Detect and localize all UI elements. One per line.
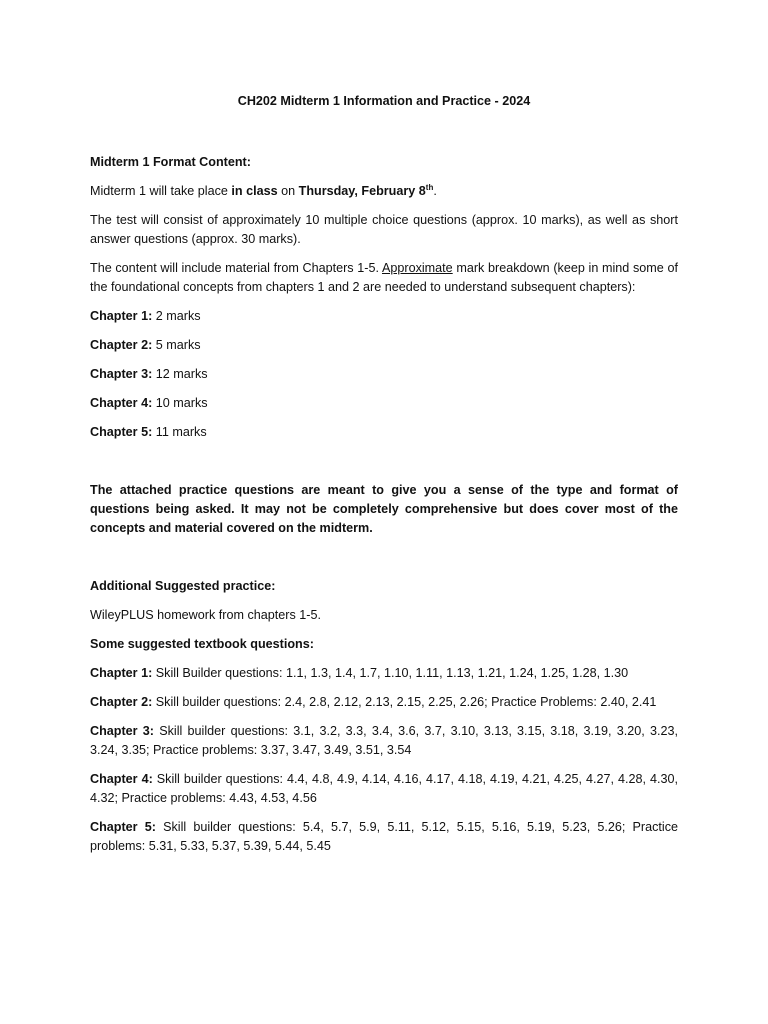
- spacer: [90, 452, 678, 481]
- test-description: The test will consist of approximately 10 multiple choice questions (approx. 10 marks), as well as short answer questions (approx. 30 marks).: [90, 213, 678, 246]
- wileyplus-line: WileyPLUS homework from chapters 1-5.: [90, 608, 321, 622]
- document-title: CH202 Midterm 1 Information and Practice - 2024: [237, 94, 531, 108]
- marks-item: [90, 365, 678, 384]
- content-paragraph: [90, 259, 678, 297]
- marks-chapter-label: Chapter 4:: [90, 396, 153, 410]
- chapter-questions: [90, 664, 678, 683]
- chapter-questions: [90, 693, 678, 712]
- practice-note: The attached practice questions are meant to give you a sense of the type and format of questions being asked. It may not be completely comprehensive but does cover most of the concepts and material covered on the midterm.: [90, 483, 678, 535]
- marks-item: [90, 336, 678, 355]
- marks-item: [90, 307, 678, 326]
- chapter-questions-label: Chapter 4:: [90, 772, 153, 786]
- chapter-questions: [90, 818, 678, 856]
- chapter-questions-text: Skill builder questions: 4.4, 4.8, 4.9, 4.14, 4.16, 4.17, 4.18, 4.19, 4.21, 4.25, 4.27, 4.28, 4.30, 4.32; Practice problems: 4.43, 4.53, 4.56: [90, 772, 678, 805]
- chapter-questions-label: Chapter 2:: [90, 695, 153, 709]
- marks-chapter-value: 5 marks: [152, 338, 201, 352]
- textbook-questions-heading: Some suggested textbook questions:: [90, 637, 314, 651]
- chapter-questions-text: Skill builder questions: 5.4, 5.7, 5.9, 5.11, 5.12, 5.15, 5.16, 5.19, 5.23, 5.26; Practice problems: 5.31, 5.33, 5.37, 5.39, 5.44, 5.45: [90, 820, 679, 853]
- marks-chapter-value: 2 marks: [152, 309, 201, 323]
- marks-item: [90, 423, 678, 442]
- textbook-questions-list: [90, 664, 678, 856]
- chapter-questions-text: Skill Builder questions: 1.1, 1.3, 1.4, 1.7, 1.10, 1.11, 1.13, 1.21, 1.24, 1.25, 1.28, 1.30: [152, 666, 629, 680]
- marks-breakdown: [90, 307, 678, 442]
- marks-chapter-value: 12 marks: [152, 367, 208, 381]
- chapter-questions-text: Skill builder questions: 2.4, 2.8, 2.12, 2.13, 2.15, 2.25, 2.26; Practice Problems: 2.40, 2.41: [152, 695, 657, 709]
- spacer: [90, 548, 678, 577]
- location-prefix: Midterm 1 will take place: [90, 184, 232, 198]
- location-paragraph: [90, 182, 678, 201]
- chapter-questions-text: Skill builder questions: 3.1, 3.2, 3.3, 3.4, 3.6, 3.7, 3.10, 3.13, 3.15, 3.18, 3.19, 3.20, 3.23, 3.24, 3.35; Practice problems: 3.37, 3.47, 3.49, 3.51, 3.54: [90, 724, 678, 757]
- content-prefix: The content will include material from Chapters 1-5.: [90, 261, 382, 275]
- marks-chapter-label: Chapter 3:: [90, 367, 153, 381]
- location-bold: in class: [231, 184, 278, 198]
- document-page: [90, 92, 678, 866]
- marks-chapter-value: 10 marks: [152, 396, 208, 410]
- marks-chapter-label: Chapter 1:: [90, 309, 153, 323]
- chapter-questions: [90, 722, 678, 760]
- location-end: .: [433, 184, 437, 198]
- exam-date-suffix: th: [425, 182, 434, 192]
- marks-chapter-label: Chapter 2:: [90, 338, 153, 352]
- marks-item: [90, 394, 678, 413]
- format-heading: Midterm 1 Format Content:: [90, 155, 251, 169]
- marks-chapter-label: Chapter 5:: [90, 425, 153, 439]
- chapter-questions: [90, 770, 678, 808]
- content-underlined: Approximate: [381, 261, 453, 275]
- marks-chapter-value: 11 marks: [152, 425, 207, 439]
- content-suffix: mark breakdown (keep in mind some of the foundational concepts from chapters 1 and 2 are needed to understand subsequent chapters):: [90, 261, 678, 294]
- chapter-questions-label: Chapter 5:: [90, 820, 156, 834]
- chapter-questions-label: Chapter 1:: [90, 666, 153, 680]
- exam-date: Thursday, February 8: [298, 184, 426, 198]
- additional-practice-heading: Additional Suggested practice:: [90, 579, 276, 593]
- chapter-questions-label: Chapter 3:: [90, 724, 155, 738]
- location-mid: on: [277, 184, 299, 198]
